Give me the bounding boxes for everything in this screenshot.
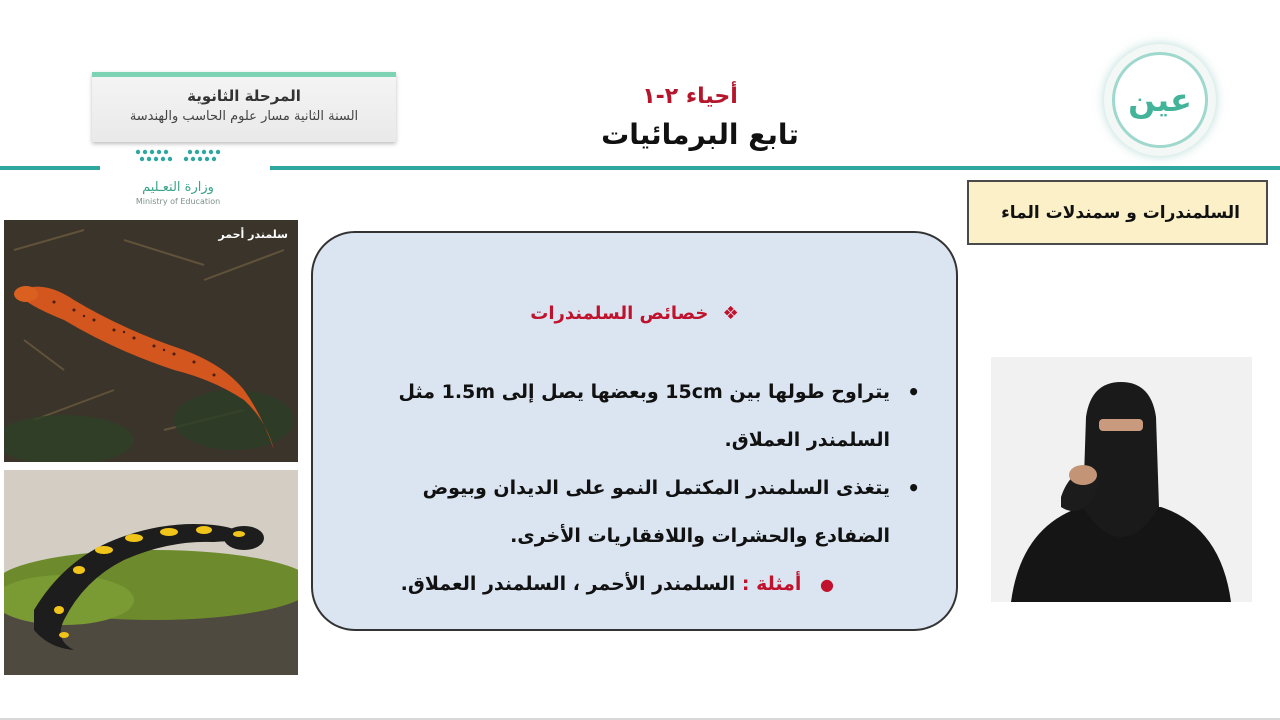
red-salamander-caption: سلمندر أحمر — [218, 228, 288, 241]
bullet-list — [344, 368, 924, 605]
stage-info-box — [92, 72, 396, 142]
ain-logo — [1104, 44, 1216, 156]
topic-box: السلمندرات و سمندلات الماء — [967, 180, 1268, 245]
stage-subtitle: السنة الثانية مسار علوم الحاسب والهندسة — [129, 109, 359, 124]
bullet-item-length: • يتراوح طولها بين 15cm وبعضها يصل إلى 1.5m مثل السلمندر العملاق. — [344, 368, 924, 464]
lesson-title: تابع البرمائيات — [601, 118, 799, 151]
red-dot-icon: ● — [820, 575, 834, 594]
bullet-item-diet: • يتغذى السلمندر المكتمل النمو على الديدان وبيوض الضفادع والحشرات واللافقاريات الأخرى. — [344, 464, 924, 560]
card-heading-text: خصائص السلمندرات — [530, 303, 709, 324]
examples-label: أمثلة : — [741, 573, 802, 595]
sign-language-interpreter-video — [991, 357, 1252, 602]
examples-text: السلمندر الأحمر ، السلمندر العملاق. — [400, 573, 736, 595]
diamond-bullet-icon: ❖ — [722, 303, 739, 324]
content-card — [311, 231, 958, 631]
red-salamander-photo — [4, 220, 298, 462]
divider-gap — [100, 162, 270, 174]
fire-salamander-photo — [4, 470, 298, 675]
examples-line — [344, 564, 924, 605]
ministry-name-english: Ministry of Education — [135, 197, 221, 206]
subject-title: أحياء ٢-١ — [642, 84, 738, 109]
fire-salamander-image — [4, 470, 298, 675]
ain-logo-text: عين — [1128, 81, 1192, 119]
ministry-logo — [108, 146, 248, 216]
ain-logo-ring — [1112, 52, 1208, 148]
stage-title: المرحلة الثانوية — [187, 87, 301, 105]
card-heading — [313, 303, 956, 324]
ministry-name-arabic: وزارة التعـليم — [142, 180, 214, 195]
interpreter-figure — [991, 357, 1252, 602]
red-salamander-image — [4, 220, 298, 462]
